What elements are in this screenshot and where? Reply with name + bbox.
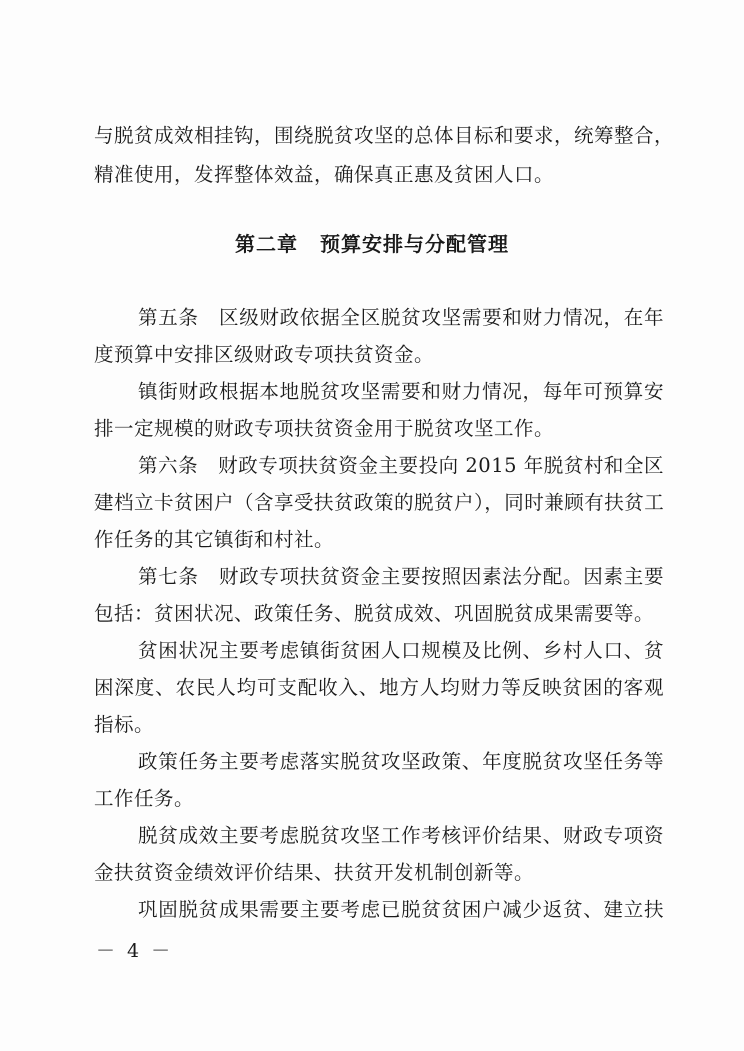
article-6-line: 建档立卡贫困户（含享受扶贫政策的脱贫户），同时兼顾有扶贫工 [94,491,665,514]
page-number: － 4 － [96,940,174,962]
article-7-line: 第七条 财政专项扶贫资金主要按照因素法分配。因素主要 [138,565,664,588]
paragraph-line: 金扶贫资金绩效评价结果、扶贫开发机制创新等。 [94,861,535,884]
paragraph-line: 困深度、农民人均可支配收入、地方人均财力等反映贫困的客观 [94,676,664,699]
paragraph-line: 脱贫成效主要考虑脱贫攻坚工作考核评价结果、财政专项资 [138,824,664,847]
article-6-line: 作任务的其它镇街和村社。 [94,528,335,551]
chapter-title: 预算安排与分配管理 [319,232,509,256]
body-line: 与脱贫成效相挂钩，围绕脱贫攻坚的总体目标和要求，统筹整合， [94,124,675,147]
chapter-number: 第二章 [235,232,299,256]
paragraph-line: 工作任务。 [94,787,195,810]
paragraph-line: 镇街财政根据本地脱贫攻坚需要和财力情况，每年可预算安 [138,380,664,403]
body-line: 精准使用，发挥整体效益，确保真正惠及贫困人口。 [94,163,555,186]
chapter-heading [0,230,744,258]
paragraph-line: 指标。 [94,713,155,736]
paragraph-line: 贫困状况主要考虑镇街贫困人口规模及比例、乡村人口、贫 [138,639,664,662]
article-5-line: 度预算中安排区级财政专项扶贫资金。 [94,343,435,366]
article-6-line: 第六条 财政专项扶贫资金主要投向 2015 年脱贫村和全区 [138,454,664,477]
paragraph-line: 政策任务主要考虑落实脱贫攻坚政策、年度脱贫攻坚任务等 [138,750,664,773]
article-7-line: 包括：贫困状况、政策任务、脱贫成效、巩固脱贫成果需要等。 [94,602,655,625]
paragraph-line: 排一定规模的财政专项扶贫资金用于脱贫攻坚工作。 [94,417,555,440]
article-5-line: 第五条 区级财政依据全区脱贫攻坚需要和财力情况，在年 [138,306,664,329]
paragraph-line: 巩固脱贫成果需要主要考虑已脱贫贫困户减少返贫、建立扶 [138,898,664,921]
